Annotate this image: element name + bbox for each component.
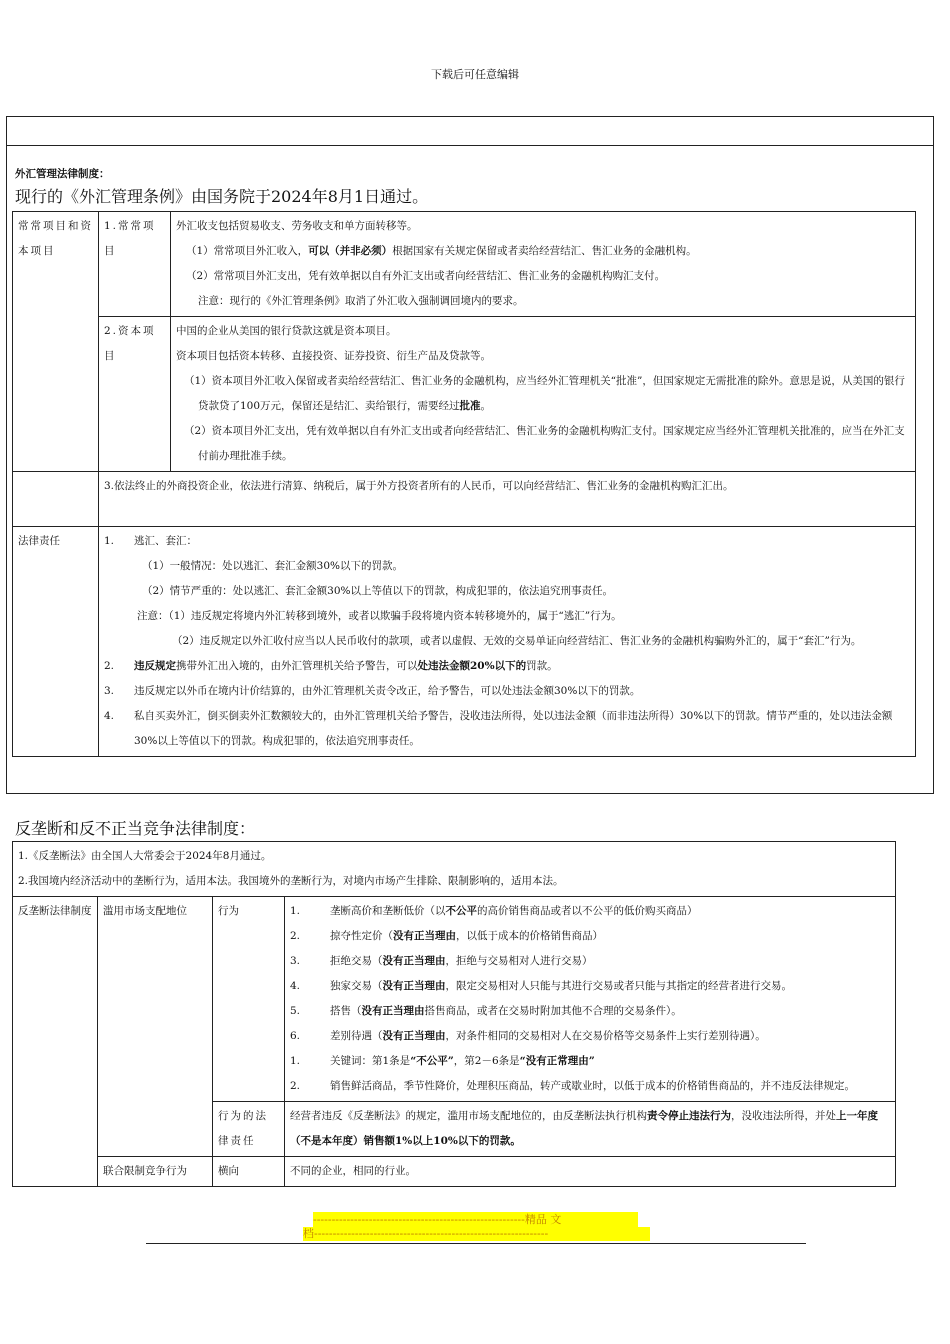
capital-account-content: 中国的企业从美国的银行贷款这就是资本项目。 资本项目包括资本转移、直接投资、证券投资、衍生产品及贷款等。 （1）资本项目外汇收入保留或者卖给经营结汇、售汇业务的金融机构，应当经外汇管理机关“批准”，但国家规定无需批准的除外。意思是说，从美国的银行贷款贷了100万元，保留还是结汇、卖给银行，需要经过批准。 （2）资本项目外汇支出，凭有效单据以自有外汇支出或者向经营结汇、售汇业务的金融机构购汇支付。国家规定应当经外汇管理机关批准的，应当在外汇支付前办理批准手续。	[171, 317, 916, 472]
footer-watermark-line2: 档---------------------------------------------------------------	[303, 1227, 650, 1241]
row-label-accounts: 常常项目和资本项目	[13, 212, 99, 472]
section-title-forex: 外汇管理法律制度：	[15, 168, 110, 180]
current-account-content: 外汇收支包括贸易收支、劳务收支和单方面转移等。 （1）常常项目外汇收入，可以（并非必须）根据国家有关规定保留或者卖给经营结汇、售汇业务的金融机构。 （2）常常项目外汇支出，凭有效单据以自有外汇支出或者向经营结汇、售汇业务的金融机构购汇支付。 注意：现行的《外汇管理条例》取消了外汇收入强制调回境内的要求。	[171, 212, 916, 317]
section-subtitle-forex: 现行的《外汇管理条例》由国务院于2024年8月1日通过。	[15, 187, 429, 206]
abuse-dominance-label: 滥用市场支配地位	[98, 897, 213, 1157]
antitrust-table	[12, 841, 896, 1187]
behavior-label: 行为	[213, 897, 285, 1102]
joint-restriction-label: 联合限制竞争行为	[98, 1157, 213, 1187]
liability-label: 法律责任	[13, 527, 99, 757]
capital-account-label: 2.资本项目	[99, 317, 171, 472]
footer-divider	[146, 1243, 806, 1244]
antitrust-intro: 1.《反垄断法》由全国人大常委会于2024年8月通过。 2.我国境内经济活动中的垄断行为，适用本法。我国境外的垄断行为，对境内市场产生排除、限制影响的，适用本法。	[13, 842, 896, 897]
forex-table	[12, 211, 916, 757]
footer-watermark-line1: ---------------------------------------------------------精品 文	[313, 1212, 638, 1228]
antitrust-label: 反垄断法律制度	[13, 897, 98, 1187]
liability-content: 1. 逃汇、套汇： （1）一般情况：处以逃汇、套汇金额30%以下的罚款。 （2）情节严重的：处以逃汇、套汇金额30%以上等值以下的罚款，构成犯罪的，依法追究刑事责任。 注意：（1）违反规定将境内外汇转移到境外，或者以欺骗手段将境内资本转移境外的，属于“逃汇”行为。 （2）违反规定以外汇收付应当以人民币收付的款项，或者以虚假、无效的交易单证向经营结汇、售汇业务的金融机构骗购外汇的，属于“套汇”行为。 2. 违反规定携带外汇出入境的，由外汇管理机关给予警告，可以处违法金额20%以下的罚款。 3. 违反规定以外币在境内计价结算的，由外汇管理机关责令改正，给予警告，可以处违法金额30%以下的罚款。 4. 私自买卖外汇，倒买倒卖外汇数额较大的，由外汇管理机关给予警告，没收违法所得，处以违法金额（而非违法所得）30%以下的罚款。情节严重的，处以违法金额30%以上等值以下的罚款。构成犯罪的，依法追究刑事责任。	[99, 527, 916, 757]
foreign-enterprise-row: 3.依法终止的外商投资企业，依法进行清算、纳税后，属于外方投资者所有的人民币，可以向经营结汇、售汇业务的金融机构购汇汇出。	[99, 472, 916, 527]
section-subtitle-antitrust: 反垄断和反不正当竞争法律制度：	[15, 819, 256, 838]
header-note: 下载后可任意编辑	[431, 68, 519, 81]
liability-label-2: 行为的法律责任	[213, 1102, 285, 1157]
current-account-label: 1.常常项目	[99, 212, 171, 317]
abuse-liability-content: 经营者违反《反垄断法》的规定，滥用市场支配地位的，由反垄断法执行机构责令停止违法行为，没收违法所得，并处上一年度（不是本年度）销售额1%以上10%以下的罚款。	[285, 1102, 896, 1157]
horizontal-label: 横向	[213, 1157, 285, 1187]
horizontal-content: 不同的企业，相同的行业。	[285, 1157, 896, 1187]
behavior-list: 1. 垄断高价和垄断低价（以不公平的高价销售商品或者以不公平的低价购买商品） 2. 掠夺性定价（没有正当理由，以低于成本的价格销售商品） 3. 拒绝交易（没有正当理由，拒绝与交易相对人进行交易） 4. 独家交易（没有正当理由，限定交易相对人只能与其进行交易或者只能与其指定的经营者进行交易。 5. 搭售（没有正当理由搭售商品，或者在交易时附加其他不合理的交易条件）。 6. 差别待遇（没有正当理由，对条件相同的交易相对人在交易价格等交易条件上实行差别待遇）。 1. 关键词：第1条是“不公平”，第2－6条是“没有正常理由” 2. 销售鲜活商品，季节性降价，处理积压商品，转产或歇业时，以低于成本的价格销售商品的，并不违反法律规定。	[285, 897, 896, 1102]
